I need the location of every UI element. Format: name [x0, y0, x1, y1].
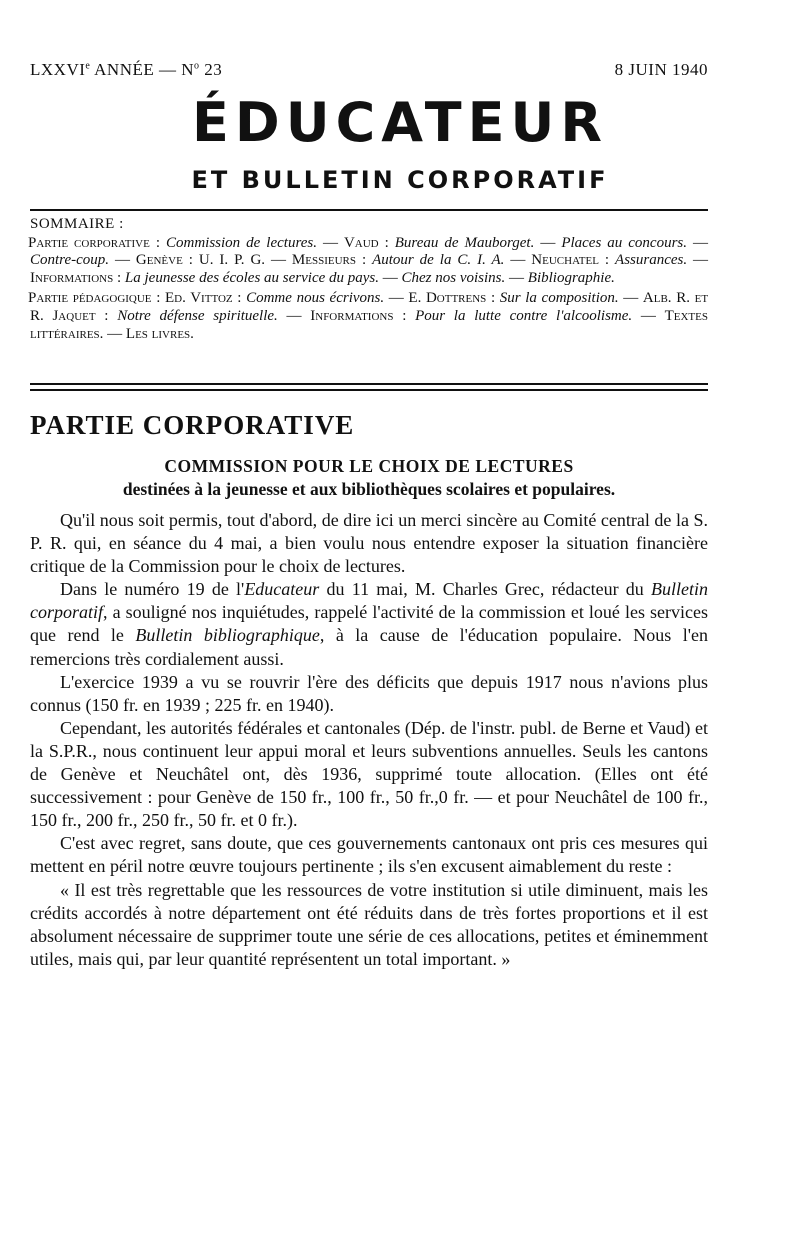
paragraph: Qu'il nous soit permis, tout d'abord, de dire ici un merci sincère au Comité central de la S. P. R. qui, en séance du 4 mai, a bien voulu nous entendre exposer la situation financière critique de la Commission pour le choix de lectures.: [30, 510, 708, 577]
toc-entry: Sur la composition.: [499, 290, 619, 307]
toc-entry: U. I. P. G.: [198, 252, 266, 269]
paragraph: L'exercice 1939 a vu se rouvrir l'ère des déficits que depuis 1917 nous n'avions plus connus (150 fr. en 1939 ; 225 fr. en 1940).: [30, 671, 708, 715]
paragraph: Dans le numéro 19 de l'Educateur du 11 mai, M. Charles Grec, rédacteur du Bulletin corporatif, a souligné nos inquiétudes, rappelé l'activité de la commission et loué les services que rend le Bulletin bibliographique, à la cause de l'éducation populaire. Nous l'en remercions très cordialement aussi.: [30, 579, 709, 669]
toc-entry: Les livres.: [125, 325, 194, 342]
paragraph: C'est avec regret, sans doute, que ces gouvernements cantonaux ont pris ces mesures qui mettent en péril notre œuvre toujours pertinente ; ils s'en excusent aimablement du reste :: [30, 833, 708, 877]
section-divider: [30, 383, 708, 391]
toc-entry-author: Messieurs: [291, 252, 356, 269]
toc-entry: Places au concours.: [561, 234, 688, 251]
toc-entry-author: Ed. Vittoz: [165, 290, 233, 307]
article-subtitle: destinées à la jeunesse et aux bibliothèques scolaires et populaires.: [122, 479, 616, 499]
toc-entry-author: Alb. R. et R. Jaquet: [30, 290, 709, 324]
toc-section-label: Partie pédagogique: [28, 290, 152, 307]
toc-pedagogique: Partie pédagogique : Ed. Vittoz : Comme nous écrivons. — E. Dottrens : Sur la composition. — Alb. R. et R. Jaquet : Notre défense spirituelle. — Informations : Pour la lutte contre l'alcoolisme. — Textes littéraires. — Les livres.: [28, 290, 709, 342]
toc-entry-author: Vaud: [343, 234, 379, 251]
toc-entry: Chez nos voisins.: [401, 269, 506, 286]
masthead-subtitle: ET BULLETIN CORPORATIF: [191, 166, 609, 194]
article-body: [30, 509, 708, 971]
toc-entry: Assurances.: [615, 252, 688, 269]
toc-entry-author: Neuchatel: [531, 252, 599, 269]
toc-entry-author: Genève: [135, 252, 183, 269]
toc-entry: Bibliographie.: [527, 269, 615, 286]
paragraph: Cependant, les autorités fédérales et cantonales (Dép. de l'instr. publ. de Berne et Vaud) et la S.P.R., nous continuent leur appui moral et leurs subventions annuelles. Seuls les cantons de Genève et Neuchâtel ont, dès 1936, supprimé toute allocation. (Elles ont été successivement : pour Genève de 150 fr., 100 fr., 50 fr.,0 fr. — et pour Neuchâtel de 100 fr., 150 fr., 200 fr., 250 fr., 50 fr. et 0 fr.).: [30, 717, 708, 831]
toc-section-label: Partie corporative: [28, 234, 150, 251]
toc-entry-author: Informations: [310, 307, 394, 324]
toc-entry: Contre-coup.: [30, 252, 110, 269]
issue-date: 8 JUIN 1940: [614, 60, 708, 79]
toc-corporative: Partie corporative : Commission de lectures. — Vaud : Bureau de Mauborget. — Places au concours. — Contre-coup. — Genève : U. I. P. G. — Messieurs : Autour de la C. I. A. — Neuchatel : Assurances. — Informations : La jeunesse des écoles au service du pays. — Chez nos voisins. — Bibliographie.: [28, 234, 709, 286]
masthead-title: ÉDUCATEUR: [192, 91, 608, 154]
toc-entry: Bureau de Mauborget.: [394, 234, 535, 251]
toc-heading: SOMMAIRE :: [30, 216, 124, 232]
toc-entry: Textes littéraires.: [30, 307, 708, 342]
toc-entry-author: Informations: [30, 269, 114, 286]
toc-entry-author: E. Dottrens: [408, 290, 487, 307]
masthead-rule: [30, 209, 708, 211]
toc-entry: Comme nous écrivons.: [246, 290, 385, 307]
toc-entry: Commission de lectures.: [165, 234, 317, 251]
toc-entry: Autour de la C. I. A.: [372, 252, 505, 269]
toc-entry: La jeunesse des écoles au service du pays.: [124, 269, 380, 286]
article-title: COMMISSION POUR LE CHOIX DE LECTURES: [164, 456, 574, 476]
toc-entry: Pour la lutte contre l'alcoolisme.: [415, 307, 633, 324]
quotation: « Il est très regrettable que les ressources de votre institution si utile diminuent, mais les crédits accordés à notre département ont été réduits dans de très fortes proportions et il est absolument nécessaire de supprimer toute une série de ces allocations, petites et éminemment utiles, mais qui, par leur quantité représentent un total important. »: [30, 879, 708, 969]
section-title: PARTIE CORPORATIVE: [30, 410, 355, 440]
table-of-contents: [30, 216, 708, 346]
issue-line: [30, 60, 708, 80]
toc-entry: Notre défense spirituelle.: [117, 307, 278, 324]
issue-number: LXXVIe ANNÉE — $N^o$ 23: [30, 60, 223, 79]
